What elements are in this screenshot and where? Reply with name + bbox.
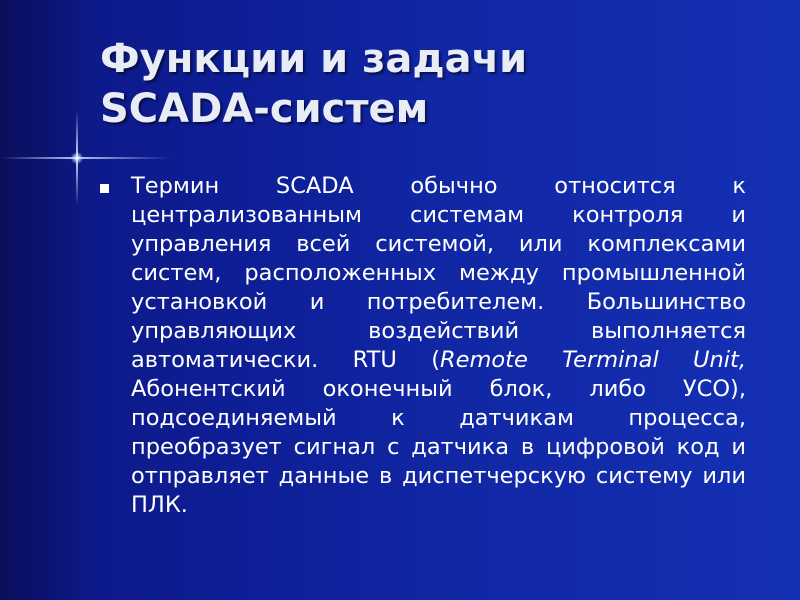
slide-title xyxy=(100,34,760,134)
slide-title-line-2: SCADA-систем xyxy=(100,86,429,132)
slide-title-line-1: Функции и задачи xyxy=(100,36,528,82)
bullet-text xyxy=(131,172,746,520)
light-flare-horizontal xyxy=(0,157,170,159)
light-flare-center xyxy=(71,152,83,164)
left-background-band xyxy=(0,0,78,600)
bullet-item xyxy=(100,172,746,520)
bullet-text-italic: Remote Terminal Unit, xyxy=(439,347,746,373)
slide-content xyxy=(100,172,746,520)
square-bullet-icon xyxy=(100,184,109,193)
bullet-text-part-2: Абонентский оконечный блок, либо УСО), подсоединяемый к датчикам процесса, преобразует сигнал с датчика в цифровой код и отправляет данные в диспетчерскую систему или ПЛК. xyxy=(131,376,746,518)
bullet-text-part-1: Термин SCADA обычно относится к централизованным системам контроля и управления всей системой, или комплексами систем, расположенных между промышленной установкой и потребителем. Большинство управляющих воздействий выполняется автоматически. RTU ( xyxy=(131,173,746,373)
